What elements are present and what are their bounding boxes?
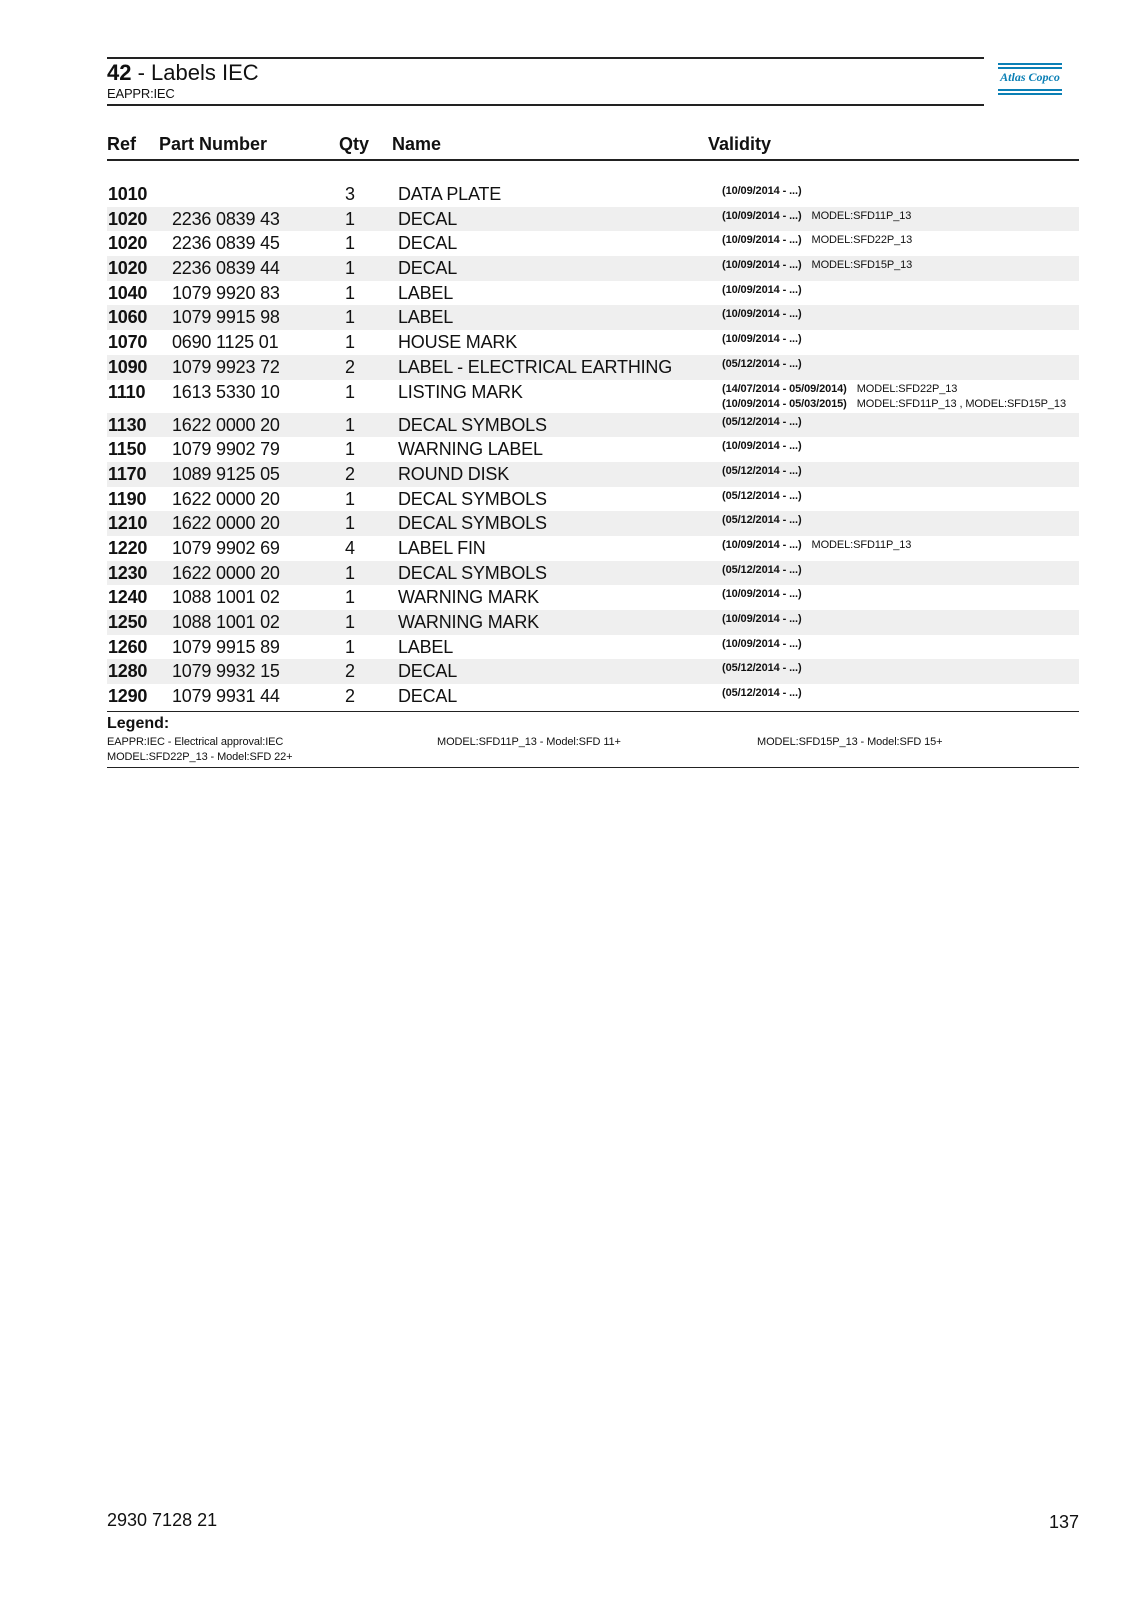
validity-cell bbox=[722, 514, 802, 529]
validity-line bbox=[722, 234, 912, 249]
validity-cell bbox=[722, 234, 912, 249]
validity-cell bbox=[722, 564, 802, 579]
ref-cell: 1230 bbox=[108, 562, 148, 583]
validity-date: (05/12/2014 - ...) bbox=[722, 687, 802, 700]
table-row bbox=[107, 182, 1079, 207]
part-number-cell: 2236 0839 43 bbox=[172, 208, 280, 229]
section-number: 42 bbox=[107, 60, 132, 85]
validity-date: (10/09/2014 - ...) bbox=[722, 637, 802, 650]
ref-cell: 1020 bbox=[108, 233, 148, 254]
validity-line bbox=[722, 514, 802, 529]
section-title: - Labels IEC bbox=[131, 60, 259, 85]
validity-date: (10/09/2014 - 05/03/2015) bbox=[722, 397, 847, 410]
name-cell: DATA PLATE bbox=[398, 184, 502, 204]
validity-model: MODEL:SFD15P_13 bbox=[811, 259, 913, 272]
part-number-cell: 1079 9923 72 bbox=[172, 356, 280, 377]
qty-cell: 1 bbox=[345, 513, 355, 534]
column-ref: Ref bbox=[107, 134, 137, 154]
validity-line bbox=[722, 210, 911, 225]
name-cell: WARNING MARK bbox=[398, 612, 539, 632]
validity-line bbox=[722, 440, 802, 455]
legend-item: MODEL:SFD22P_13 - Model:SFD 22+ bbox=[107, 751, 293, 763]
validity-line bbox=[722, 539, 911, 554]
part-number-cell: 1622 0000 20 bbox=[172, 562, 280, 583]
validity-cell bbox=[722, 284, 802, 299]
qty-cell: 1 bbox=[345, 233, 355, 254]
validity-cell bbox=[722, 333, 802, 348]
part-number-cell: 1079 9931 44 bbox=[172, 686, 280, 707]
validity-cell bbox=[722, 416, 802, 431]
page-title bbox=[107, 60, 259, 86]
name-cell: LABEL FIN bbox=[398, 537, 486, 558]
name-cell: DECAL bbox=[398, 208, 458, 229]
logo-text: Atlas Copco bbox=[1000, 70, 1060, 84]
validity-model: MODEL:SFD11P_13 bbox=[811, 209, 912, 222]
table-row bbox=[107, 413, 1079, 438]
validity-date: (10/09/2014 - ...) bbox=[722, 185, 802, 197]
ref-cell: 1110 bbox=[108, 381, 146, 402]
table-row bbox=[107, 207, 1079, 232]
column-validity: Validity bbox=[708, 134, 772, 154]
name-cell: WARNING LABEL bbox=[398, 439, 543, 460]
ref-cell: 1290 bbox=[108, 686, 148, 707]
validity-date: (10/09/2014 - ...) bbox=[722, 440, 802, 453]
qty-cell: 1 bbox=[345, 587, 355, 608]
name-cell: DECAL bbox=[398, 686, 458, 707]
table-row bbox=[107, 487, 1079, 512]
legend-item: EAPPR:IEC - Electrical approval:IEC bbox=[107, 736, 284, 748]
legend-item: MODEL:SFD11P_13 - Model:SFD 11+ bbox=[437, 736, 621, 748]
validity-date: (10/09/2014 - ...) bbox=[722, 209, 802, 222]
ref-cell: 1210 bbox=[108, 513, 148, 534]
part-number-cell: 1079 9920 83 bbox=[172, 282, 280, 303]
ref-cell: 1130 bbox=[108, 414, 147, 435]
ref-cell: 1070 bbox=[108, 332, 148, 353]
qty-cell: 1 bbox=[345, 414, 355, 435]
name-cell: LABEL - ELECTRICAL EARTHING bbox=[398, 356, 673, 377]
ref-cell: 1060 bbox=[108, 307, 148, 328]
validity-line bbox=[722, 662, 802, 677]
validity-cell bbox=[722, 638, 802, 653]
validity-line bbox=[722, 490, 802, 505]
validity-line bbox=[722, 416, 802, 431]
ref-cell: 1040 bbox=[108, 282, 148, 303]
table-row bbox=[107, 684, 1079, 709]
validity-cell bbox=[722, 210, 911, 225]
part-number-cell: 0690 1125 01 bbox=[172, 332, 279, 353]
ref-cell: 1260 bbox=[108, 636, 148, 657]
qty-cell: 1 bbox=[345, 636, 355, 657]
ref-cell: 1090 bbox=[108, 356, 148, 377]
part-number-cell: 1079 9915 89 bbox=[172, 636, 280, 657]
validity-cell bbox=[722, 383, 1066, 413]
atlas-copco-logo bbox=[998, 63, 1062, 95]
name-cell: ROUND DISK bbox=[398, 463, 510, 484]
qty-cell: 1 bbox=[345, 439, 355, 460]
table-row bbox=[107, 380, 1079, 413]
validity-date: (14/07/2014 - 05/09/2014) bbox=[722, 382, 847, 395]
validity-cell bbox=[722, 613, 802, 628]
table-row bbox=[107, 256, 1079, 281]
validity-date: (10/09/2014 - ...) bbox=[722, 283, 802, 296]
page-number: 137 bbox=[1048, 1512, 1079, 1532]
validity-cell bbox=[722, 358, 802, 373]
part-number-cell: 1079 9902 69 bbox=[172, 537, 280, 558]
qty-cell: 1 bbox=[345, 488, 355, 509]
ref-cell: 1020 bbox=[108, 258, 148, 279]
qty-cell: 2 bbox=[345, 661, 355, 682]
validity-date: (05/12/2014 - ...) bbox=[722, 514, 802, 527]
part-number-cell: 1622 0000 20 bbox=[172, 513, 280, 534]
validity-line bbox=[722, 638, 802, 653]
name-cell: HOUSE MARK bbox=[398, 332, 518, 353]
name-cell: LISTING MARK bbox=[398, 381, 523, 402]
part-number-cell: 1079 9932 15 bbox=[172, 661, 280, 682]
column-qty: Qty bbox=[339, 134, 370, 154]
column-name: Name bbox=[392, 134, 442, 154]
validity-cell bbox=[722, 687, 802, 702]
name-cell: DECAL bbox=[398, 661, 458, 682]
table-row bbox=[107, 355, 1079, 380]
page-subtitle: EAPPR:IEC bbox=[107, 86, 175, 101]
validity-date: (10/09/2014 - ...) bbox=[722, 234, 802, 247]
validity-line bbox=[722, 613, 802, 628]
table-header bbox=[107, 132, 1079, 161]
name-cell: DECAL SYMBOLS bbox=[398, 562, 547, 583]
ref-cell: 1220 bbox=[108, 537, 148, 558]
validity-date: (10/09/2014 - ...) bbox=[722, 588, 802, 601]
column-part-number: Part Number bbox=[159, 134, 268, 154]
name-cell: DECAL SYMBOLS bbox=[398, 488, 547, 509]
ref-cell: 1240 bbox=[108, 587, 148, 608]
validity-date: (05/12/2014 - ...) bbox=[722, 489, 802, 502]
ref-cell: 1280 bbox=[108, 661, 148, 682]
ref-cell: 1010 bbox=[108, 184, 148, 204]
validity-cell bbox=[722, 465, 802, 480]
table-row bbox=[107, 610, 1079, 635]
validity-cell bbox=[722, 662, 802, 677]
validity-date: (10/09/2014 - ...) bbox=[722, 613, 802, 625]
qty-cell: 2 bbox=[345, 463, 355, 484]
validity-line bbox=[722, 259, 912, 274]
validity-date: (05/12/2014 - ...) bbox=[722, 563, 802, 576]
validity-model: MODEL:SFD11P_13 , MODEL:SFD15P_13 bbox=[856, 397, 1066, 410]
validity-line bbox=[722, 465, 802, 480]
validity-date: (05/12/2014 - ...) bbox=[722, 415, 802, 428]
qty-cell: 1 bbox=[345, 332, 355, 353]
document-number: 2930 7128 21 bbox=[107, 1510, 218, 1530]
part-number-cell: 1079 9902 79 bbox=[172, 439, 280, 460]
table-row bbox=[107, 305, 1079, 330]
validity-line bbox=[722, 284, 802, 299]
part-number-cell: 1622 0000 20 bbox=[172, 488, 280, 509]
qty-cell: 3 bbox=[345, 184, 355, 204]
qty-cell: 2 bbox=[345, 356, 355, 377]
validity-line bbox=[722, 308, 802, 323]
legend-title: Legend: bbox=[107, 715, 170, 732]
table-row bbox=[107, 536, 1079, 561]
table-row bbox=[107, 281, 1079, 306]
part-number-cell: 1088 1001 02 bbox=[172, 612, 280, 632]
qty-cell: 1 bbox=[345, 258, 355, 279]
name-cell: WARNING MARK bbox=[398, 587, 539, 608]
validity-cell bbox=[722, 185, 802, 200]
table-row bbox=[107, 462, 1079, 487]
ref-cell: 1170 bbox=[108, 463, 147, 484]
validity-cell bbox=[722, 490, 802, 505]
part-number-cell: 1088 1001 02 bbox=[172, 587, 280, 608]
legend-item: MODEL:SFD15P_13 - Model:SFD 15+ bbox=[757, 736, 943, 748]
qty-cell: 1 bbox=[345, 282, 355, 303]
validity-cell bbox=[722, 588, 802, 603]
ref-cell: 1150 bbox=[108, 439, 147, 460]
validity-date: (10/09/2014 - ...) bbox=[722, 538, 802, 551]
ref-cell: 1020 bbox=[108, 208, 148, 229]
validity-model: MODEL:SFD11P_13 bbox=[811, 538, 912, 551]
validity-line bbox=[722, 358, 802, 373]
name-cell: DECAL bbox=[398, 258, 458, 279]
table-row bbox=[107, 561, 1079, 586]
table-row bbox=[107, 635, 1079, 660]
qty-cell: 1 bbox=[345, 208, 355, 229]
validity-cell bbox=[722, 308, 802, 323]
part-number-cell: 1622 0000 20 bbox=[172, 414, 280, 435]
name-cell: DECAL bbox=[398, 233, 458, 254]
qty-cell: 1 bbox=[345, 381, 355, 402]
part-number-cell: 2236 0839 45 bbox=[172, 233, 280, 254]
qty-cell: 2 bbox=[345, 686, 355, 707]
validity-model: MODEL:SFD22P_13 bbox=[856, 382, 958, 395]
table-row bbox=[107, 330, 1079, 355]
qty-cell: 1 bbox=[345, 562, 355, 583]
name-cell: DECAL SYMBOLS bbox=[398, 414, 547, 435]
validity-line bbox=[722, 398, 1066, 413]
validity-model: MODEL:SFD22P_13 bbox=[811, 234, 913, 247]
table-row bbox=[107, 511, 1079, 536]
validity-line bbox=[722, 687, 802, 702]
name-cell: DECAL SYMBOLS bbox=[398, 513, 547, 534]
validity-date: (05/12/2014 - ...) bbox=[722, 357, 802, 370]
part-number-cell: 1613 5330 10 bbox=[172, 381, 280, 402]
qty-cell: 1 bbox=[345, 612, 355, 632]
name-cell: LABEL bbox=[398, 636, 454, 657]
qty-cell: 4 bbox=[345, 537, 355, 558]
validity-date: (10/09/2014 - ...) bbox=[722, 333, 802, 346]
validity-line bbox=[722, 564, 802, 579]
validity-date: (10/09/2014 - ...) bbox=[722, 259, 802, 272]
part-number-cell: 2236 0839 44 bbox=[172, 258, 280, 279]
table-row bbox=[107, 231, 1079, 256]
validity-date: (05/12/2014 - ...) bbox=[722, 662, 802, 675]
validity-cell bbox=[722, 259, 912, 274]
ref-cell: 1250 bbox=[108, 612, 148, 632]
table-row bbox=[107, 437, 1079, 462]
table-row bbox=[107, 659, 1079, 684]
validity-cell bbox=[722, 440, 802, 455]
legend bbox=[107, 711, 1079, 768]
qty-cell: 1 bbox=[345, 307, 355, 328]
ref-cell: 1190 bbox=[108, 488, 147, 509]
table-row bbox=[107, 585, 1079, 610]
name-cell: LABEL bbox=[398, 307, 454, 328]
validity-line bbox=[722, 588, 802, 603]
validity-line bbox=[722, 333, 802, 348]
validity-date: (05/12/2014 - ...) bbox=[722, 464, 802, 477]
validity-date: (10/09/2014 - ...) bbox=[722, 308, 802, 321]
validity-cell bbox=[722, 539, 911, 554]
part-number-cell: 1079 9915 98 bbox=[172, 307, 280, 328]
validity-line bbox=[722, 383, 1066, 398]
validity-line bbox=[722, 185, 802, 200]
parts-table bbox=[107, 182, 1079, 709]
page-header bbox=[107, 57, 984, 106]
name-cell: LABEL bbox=[398, 282, 454, 303]
part-number-cell: 1089 9125 05 bbox=[172, 463, 280, 484]
